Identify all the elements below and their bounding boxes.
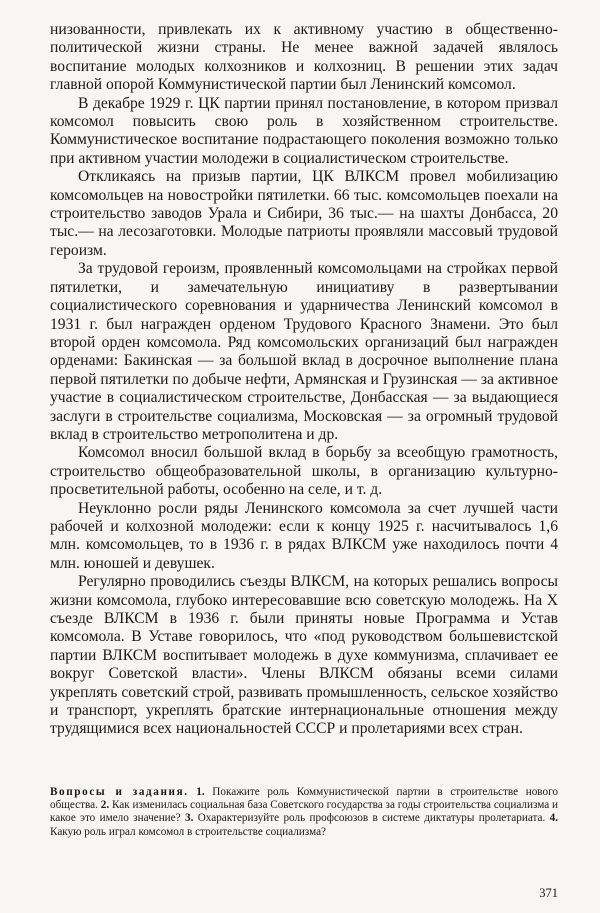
question-text: Как изменилась социальная база Советского государства за годы строительства социализма и какое это имело значение?: [50, 799, 559, 825]
paragraph-mobilization: Откликаясь на призыв партии, ЦК ВЛКСМ провел мобилизацию комсомольцев на новостройки пятилетки. 66 тыс. комсомольцев поехали на строительство заводов Урала и Сибири, 36 тыс.— на шахты Донбасса, 20 тыс.— на лесозаготовки. Молодые патриоты проявляли массовый трудовой героизм.: [50, 168, 558, 259]
paragraph-membership-growth: Неуклонно росли ряды Ленинского комсомола за счет лучшей части рабочей и колхозной молодежи: если к концу 1925 г. насчитывалось 1,6 млн. комсомольцев, то в 1936 г. в рядах ВЛКСМ уже находилось почти 4 млн. юношей и девушек.: [50, 499, 558, 572]
question-number: 4.: [549, 812, 559, 825]
question-number: 3.: [184, 812, 194, 825]
paragraph-congresses: Регулярно проводились съезды ВЛКСМ, на которых решались вопросы жизни комсомола, глубоко интересовавшие всю советскую молодежь. На X съезде ВЛКСМ в 1936 г. были приняты новые Программа и Устав комсомола. В Уставе говорилось, что «под руководством большевистской партии ВЛКСМ воспитывает молодежь в духе коммунизма, сплачивает ее вокруг Советской власти». Члены ВЛКСМ обязаны всеми силами укреплять советский строй, развивать промышленность, сельское хозяйство и транспорт, укреплять братские интернациональные отношения между трудящимися всех национальностей СССР и пролетариями всех стран.: [50, 573, 558, 738]
question-text: Какую роль играл комсомол в строительстве социализма?: [50, 825, 326, 838]
page-number: 371: [539, 886, 558, 900]
question-number: 2.: [100, 799, 110, 812]
question-text: Покажите роль Коммунистической партии в строительстве нового общества.: [50, 786, 559, 812]
main-text: [50, 21, 558, 739]
questions-block: [50, 786, 558, 839]
question-number: 1.: [196, 786, 205, 798]
paragraph-1929-decree: В декабре 1929 г. ЦК партии принял постановление, в котором призвал комсомол повысить свою роль в хозяйственном строительстве. Коммунистическое воспитание подрастающего поколения возможно только при активном участии молодежи в социалистическом строительстве.: [50, 94, 558, 167]
paragraph-orders: За трудовой героизм, проявленный комсомольцами на стройках первой пятилетки, и замечательную инициативу в развертывании социалистического соревнования и ударничества Ленинский комсомол в 1931 г. был награжден орденом Трудового Красного Знамени. Это был второй орден комсомола. Ряд комсомольских организаций был награжден орденами: Бакинская — за большой вклад в досрочное выполнение плана первой пятилетки по добыче нефти, Армянская и Грузинская — за активное участие в социалистическом строительстве, Донбасская — за выдающиеся заслуги в строительстве социализма, Московская — за огромный трудовой вклад в строительство метрополитена и др.: [50, 260, 558, 443]
paragraph-literacy: Комсомол вносил большой вклад в борьбу за всеобщую грамотность, строительство общеобразовательной школы, в организацию культурно-просветительной работы, особенно на селе, и т. д.: [50, 444, 558, 499]
question-text: Охарактеризуйте роль профсоюзов в системе диктатуры пролетариата.: [197, 812, 546, 825]
paragraph-continuation: низованности, привлекать их к активному участию в общественно-политической жизни страны. Не менее важной задачей являлось воспитание молодых колхозников и колхозниц. В решении этих задач главной опорой Коммунистической партии был Ленинский комсомол.: [50, 21, 558, 94]
questions-heading: Вопросы и задания.: [50, 786, 189, 798]
question-item: [185, 812, 545, 824]
